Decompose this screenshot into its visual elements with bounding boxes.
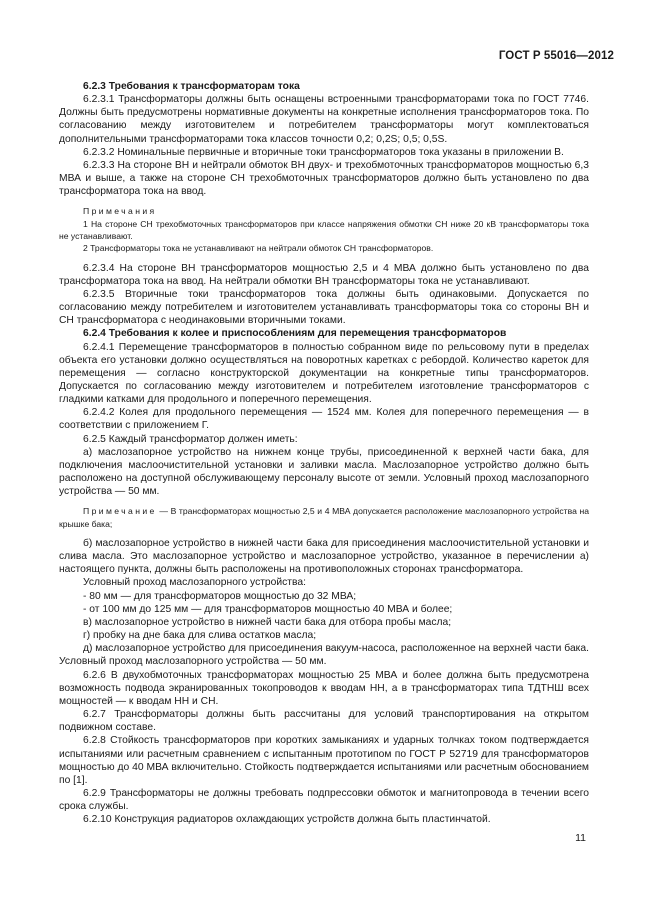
note-text: — В трансформаторах мощностью 2,5 и 4 МВА допускается расположение маслозапорного устройства на крышке бака;	[59, 506, 589, 529]
paragraph-6-2-7: 6.2.7 Трансформаторы должны быть рассчитаны для условий транспортирования на открытом подвижном составе.	[59, 709, 589, 734]
paragraph-6-2-3-3: 6.2.3.3 На стороне ВН и нейтрали обмоток ВН двух- и трехобмоточных трансформаторов мощностью 6,3 МВА и выше, а также на стороне СН трехобмоточных трансформаторов должно быть установлено по два трансформатора тока на ввод.	[59, 159, 589, 198]
note-1: 1 На стороне СН трехобмоточных трансформаторов при классе напряжения обмотки СН ниже 20 кВ трансформаторы тока не устанавливают.	[59, 218, 589, 241]
note-2: 2 Трансформаторы тока не устанавливают на нейтрали обмоток СН трансформаторов.	[83, 243, 434, 254]
section-heading-6-2-4: 6.2.4 Требования к колее и приспособлениям для перемещения трансформаторов	[83, 328, 507, 340]
list-item-v: в) маслозапорное устройство в нижней части бака для отбора пробы масла;	[83, 616, 452, 628]
page-number: 11	[575, 832, 586, 844]
paragraph-6-2-6: 6.2.6 В двухобмоточных трансформаторах мощностью 25 МВА и более должна быть предусмотрена возможность подвода экранированных токопроводов к вводам НН, а в трансформаторах типа ТДТНШ всех мощностей — к вводам НН и СН.	[59, 669, 589, 707]
list-item-g: г) пробку на дне бака для слива остатков масла;	[83, 630, 317, 642]
document-number: ГОСТ Р 55016—2012	[498, 50, 614, 62]
paragraph-6-2-3-1: 6.2.3.1 Трансформаторы должны быть оснащены встроенными трансформаторами тока по ГОСТ 7746. Должны быть предусмотрены нормативные документы на конкретные исполнения трансформаторов тока. По согласованию между изготовителем и потребителем трансформаторы могут комплектоваться дополнительными трансформаторами тока классов точности 0,2; 0,2S; 0,5; 0,5S.	[59, 94, 589, 145]
list-item-d: д) маслозапорное устройство для присоединения вакуум-насоса, расположенное на верхней части бака. Условный проход маслозапорного устройства — 50 мм.	[59, 643, 589, 668]
list-item-b: б) маслозапорное устройство в нижней части бака для присоединения маслоочистительной установки и слива масла. Это маслозапорное устройство и маслозапорное устройство, указанное в перечислении а) настоящего пункта, должны быть расположены на противоположных сторонах трансформатора.	[59, 538, 589, 576]
paragraph-6-2-4-1: 6.2.4.1 Перемещение трансформаторов в полностью собранном виде по рельсовому пути в пределах объекта его установки должно осуществляться на поворотных каретках с ребордой. Количество кареток для перемещения — согласно конструкторской документации на конкретные типы трансформаторов. Допускается по согласованию между изготовителем и потребителем изготовление трансформаторов с гладкими катками для продольного и поперечного перемещения.	[59, 341, 589, 406]
oil-valve-bore-80: - 80 мм — для трансформаторов мощностью до 32 МВА;	[83, 590, 357, 602]
paragraph-6-2-9: 6.2.9 Трансформаторы не должны требовать подпрессовки обмоток и магнитопровода в течении всего срока службы.	[59, 787, 589, 813]
note-inline	[59, 505, 589, 530]
paragraph-6-2-3-5: 6.2.3.5 Вторичные токи трансформаторов тока должны быть одинаковыми. Допускается по согласованию между потребителем и изготовителем устанавливать трансформаторы тока со стороны ВН и СН трансформатора с неодинаковыми вторичными токами.	[59, 288, 589, 327]
paragraph-6-2-3-4: 6.2.3.4 На стороне ВН трансформаторов мощностью 2,5 и 4 МВА должно быть установлено по два трансформатора тока на ввод. На нейтрали обмотки ВН трансформаторы тока не устанавливают.	[59, 262, 589, 287]
list-item-a: а) маслозапорное устройство на нижнем конце трубы, присоединенной к верхней части бака, для подключения маслоочистительной установки и заливки масла. Маслозапорное устройство должно быть расположено на доступной обслуживающему персоналу высоте от земли. Условный проход маслозапорного устройства — 50 мм.	[59, 446, 589, 498]
paragraph-6-2-5: 6.2.5 Каждый трансформатор должен иметь:	[83, 433, 298, 445]
note-label: Примечание	[83, 506, 157, 517]
oil-valve-bore-title: Условный проход маслозапорного устройства:	[83, 577, 306, 589]
section-heading-6-2-3: 6.2.3 Требования к трансформаторам тока	[83, 81, 300, 92]
paragraph-6-2-10: 6.2.10 Конструкция радиаторов охлаждающих устройств должна быть пластинчатой.	[83, 814, 491, 826]
paragraph-6-2-4-2: 6.2.4.2 Колея для продольного перемещения — 1524 мм. Колея для поперечного перемещения — в соответствии с приложением Г.	[59, 407, 589, 432]
oil-valve-bore-100-125: - от 100 мм до 125 мм — для трансформаторов мощностью 40 МВА и более;	[83, 603, 453, 615]
page-body	[59, 80, 589, 826]
paragraph-6-2-8: 6.2.8 Стойкость трансформаторов при коротких замыканиях и ударных толчках током подтверждается испытаниями или расчетным сравнением с испытанным прототипом по ГОСТ Р 52719 для трансформаторов мощностью до 40 МВА включительно. Стойкость подтверждается испытаниями или расчетным обоснованием по [1].	[59, 735, 589, 786]
notes-title: Примечания	[83, 206, 157, 217]
paragraph-6-2-3-2: 6.2.3.2 Номинальные первичные и вторичные токи трансформаторов тока указаны в приложении В.	[83, 146, 564, 158]
